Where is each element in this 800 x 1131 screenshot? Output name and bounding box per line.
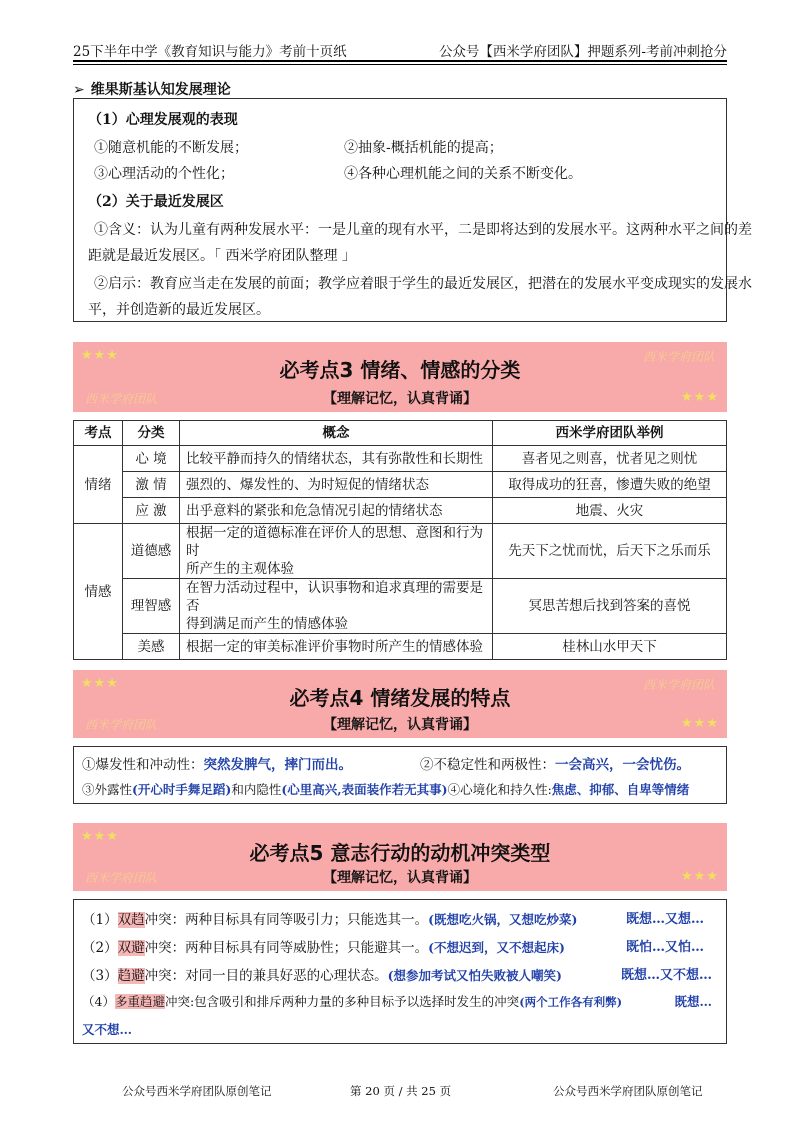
table-header-row [74,421,727,446]
feature-label: ②不稳定性和两极性： [420,757,555,773]
example-cell: 喜者见之则喜，忧者见之则忧 [493,446,727,472]
conflict-desc: 冲突：对同一目的兼具好恶的心理状态。 [144,968,388,984]
subheading-2: （2）关于最近发展区 [88,194,224,210]
section-heading [73,79,231,99]
banner-point-4 [73,670,727,738]
header-cell: 概念 [180,421,493,446]
banner-point-5 [73,823,727,891]
concept-line: 在智力活动过程中，认识事物和追求真理的需要是否 [186,580,483,614]
arrow-bullet-icon: ➢ [73,82,85,98]
section-title: 维果斯基认知发展理论 [90,82,231,98]
conflict-desc: 冲突：两种目标具有同等吸引力；只能选其一。 [144,912,429,928]
concept-cell: 比较平静而持久的情绪状态，其有弥散性和长期性 [180,446,493,472]
feature-label: ③外露性 [82,782,133,797]
feature-label: ①爆发性和冲动性： [82,757,204,773]
conflict-line-4 [82,992,622,1010]
feature-example: (开心时手舞足蹈) [132,782,232,797]
conflict-type: 多重趋避 [114,994,165,1009]
category-cell: 美感 [123,634,180,660]
page-number: 第 20 页 / 共 25 页 [350,1084,452,1098]
paragraph-1a: ①含义：认为儿童有两种发展水平：一是儿童的现有水平，二是即将达到的发展水平。这两种水平之间的差 [94,222,752,238]
feature-line-3 [82,780,689,798]
subheading-1: （1）心理发展观的表现 [88,112,238,128]
conflict-number: （2） [82,940,118,956]
item-1: ①随意机能的不断发展； [94,140,248,156]
conflict-note: 既怕…又怕… [625,940,704,955]
conflict-desc: 冲突:包含吸引和排斥两种力量的多种目标予以选择时发生的冲突 [164,994,520,1009]
concept-cell: 根据一定的审美标准评价事物时所产生的情感体验 [180,634,493,660]
conflict-type: 双趋 [117,912,145,928]
conflict-example: (两个工作各有利弊) [519,995,623,1009]
feature-line-2 [420,753,690,773]
header-left: 25下半年中学《教育知识与能力》考前十页纸 [73,44,347,60]
category-cell: 道德感 [123,524,180,579]
emotion-features-box [73,746,727,804]
watermark-bottom: 西米学府团队 [85,871,158,885]
conflict-number: （1） [82,912,118,928]
paragraph-2b: 平，并创造新的最近发展区。 [88,302,270,318]
watermark-bottom: 西米学府团队 [85,392,158,406]
banner-point-3 [73,342,727,412]
banner-title: 必考点5 意志行动的动机冲突类型 [249,841,551,865]
header-right: 公众号【西米学府团队】押题系列-考前冲刺抢分 [438,44,727,60]
watermark-bottom: 西米学府团队 [85,718,158,732]
stars-right-icon: ★★★ [681,390,719,405]
item-2: ②抽象-概括机能的提高； [344,140,503,156]
watermark-top: 西米学府团队 [642,350,715,364]
conflict-line-1 [82,908,577,928]
conflict-line-2 [82,936,565,956]
table-row [74,498,727,524]
table-row [74,446,727,472]
example-cell: 取得成功的狂喜，惨遭失败的绝望 [493,472,727,498]
header-cell: 西米学府团队举例 [493,421,727,446]
paragraph-1b: 距就是最近发展区。「 西米学府团队整理 」 [88,248,356,264]
conflict-number: （3） [82,968,118,984]
feature-example: 焦虑、抑郁、自卑等情绪 [551,782,690,797]
table-row [74,472,727,498]
example-cell: 先天下之忧而忧，后天下之乐而乐 [493,524,727,579]
example-cell: 冥思苦想后找到答案的喜悦 [493,579,727,634]
table-row [74,524,727,579]
stars-left-icon: ★★★ [81,676,119,691]
example-cell: 地震、火灾 [493,498,727,524]
banner-subtitle: 【理解记忆，认真背诵】 [323,717,477,733]
emotion-table [73,420,727,660]
stars-left-icon: ★★★ [81,348,119,363]
motive-conflict-box [73,899,727,1044]
conflict-type: 趋避 [117,968,145,984]
feature-label: ④心境化和持久性: [447,782,552,797]
banner-title: 必考点3 情绪、情感的分类 [279,358,521,382]
stars-left-icon: ★★★ [81,829,119,844]
concept-line: 根据一定的道德标准在评价人的思想、意图和行为时 [186,525,483,559]
table-row [74,634,727,660]
conflict-line-3 [82,964,562,984]
stars-right-icon: ★★★ [681,716,719,731]
category-cell: 激 情 [123,472,180,498]
conflict-type: 双避 [117,940,145,956]
banner-subtitle: 【理解记忆，认真背诵】 [323,391,477,407]
conflict-number: （4） [82,994,115,1009]
header-rule-thin [73,64,727,65]
conflict-note: 既想…又想… [625,912,704,927]
conflict-desc: 冲突：两种目标具有同等威胁性；只能避其一。 [144,940,429,956]
group-cell-feeling: 情感 [74,524,123,660]
header-cell: 分类 [123,421,180,446]
group-cell-emotion: 情绪 [74,446,123,524]
vygotsky-box [73,98,752,322]
concept-cell: 强烈的、爆发性的、为时短促的情绪状态 [180,472,493,498]
watermark-top: 西米学府团队 [642,678,715,692]
feature-line-1 [82,753,352,773]
stars-right-icon: ★★★ [681,869,719,884]
conflict-note-cont: 又不想… [82,1022,133,1037]
category-cell: 心 境 [123,446,180,472]
concept-cell [180,524,493,579]
paragraph-2a: ②启示：教育应当走在发展的前面；教学应着眼于学生的最近发展区，把潜在的发展水平变成现实的发展水 [94,276,752,292]
header-rule-thick [73,60,727,62]
page-header [73,40,727,58]
concept-line: 得到满足而产生的情感体验 [186,616,348,632]
banner-subtitle: 【理解记忆，认真背诵】 [323,870,477,886]
footer-right: 公众号西米学府团队原创笔记 [553,1084,703,1098]
conflict-example: (既想吃火锅，又想吃炒菜) [428,912,578,927]
concept-line: 所产生的主观体验 [186,561,294,577]
conflict-example: (不想迟到，又不想起床) [428,940,565,955]
conflict-note: 既想…又不想… [620,968,712,983]
feature-label: 和内隐性 [231,782,282,797]
conflict-note: 既想… [674,994,712,1009]
category-cell: 理智感 [123,579,180,634]
banner-title: 必考点4 情绪发展的特点 [289,686,511,710]
conflict-example: (想参加考试又怕失败被人嘲笑) [387,968,562,983]
item-4: ④各种心理机能之间的关系不断变化。 [344,166,582,182]
footer-left: 公众号西米学府团队原创笔记 [122,1084,272,1098]
header-cell: 考点 [74,421,123,446]
feature-example: (心里高兴,表面装作若无其事) [281,782,448,797]
feature-example: 突然发脾气，摔门而出。 [203,757,352,773]
example-cell: 桂林山水甲天下 [493,634,727,660]
concept-cell [180,579,493,634]
concept-cell: 出乎意料的紧张和危急情况引起的情绪状态 [180,498,493,524]
category-cell: 应 激 [123,498,180,524]
feature-example: 一会高兴，一会忧伤。 [555,757,690,773]
item-3: ③心理活动的个性化； [94,166,234,182]
table-row [74,579,727,634]
